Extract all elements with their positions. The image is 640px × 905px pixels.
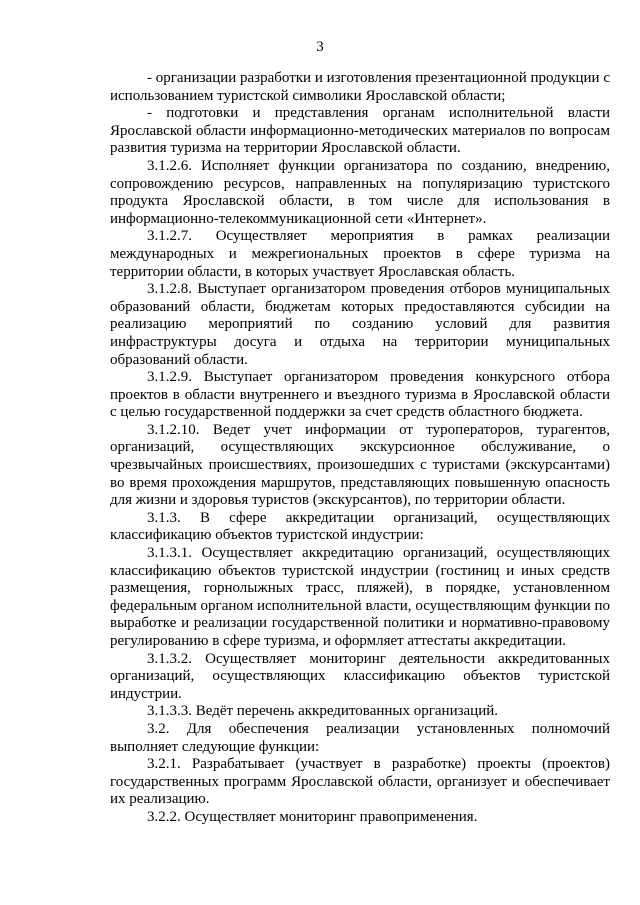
paragraph: 3.1.3.3. Ведёт перечень аккредитованных организаций.	[147, 703, 499, 720]
paragraph: - подготовки и представления органам исполнительной власти Ярославской области информационно-методических материалов по вопросам развития туризма на территории Ярославской области.	[110, 105, 610, 157]
paragraph: 3.2.1. Разрабатывает (участвует в разработке) проекты (проектов) государственных программ Ярославской области, организует и обеспечивает их реализацию.	[110, 756, 610, 808]
paragraph: 3.1.3. В сфере аккредитации организаций, осуществляющих классификацию объектов туристской индустрии:	[110, 509, 610, 544]
paragraph: - организации разработки и изготовления презентационной продукции с использованием туристской символики Ярославской области;	[110, 70, 610, 104]
page-number: 3	[316, 39, 324, 55]
paragraph: 3.1.2.6. Исполняет функции организатора по созданию, внедрению, сопровождению ресурсов, направленных на популяризацию туристского продукта Ярославской области, в том числе для использования в информационно-телекоммуникационной сети «Интернет».	[110, 157, 610, 227]
paragraph: 3.2. Для обеспечения реализации установленных полномочий выполняет следующие функции:	[110, 720, 610, 755]
paragraph: 3.1.2.10. Ведет учет информации от туроператоров, турагентов, организаций, осуществляющих экскурсионное обслуживание, о чрезвычайных происшествиях, произошедших с туристами (экскурсантами) во время прохождения маршрутов, представляющих повышенную опасность для жизни и здоровья туристов (экскурсантов), по территории области.	[110, 421, 610, 509]
paragraph: 3.1.3.2. Осуществляет мониторинг деятельности аккредитованных организаций, осуществляющих классификацию объектов туристской индустрии.	[110, 650, 610, 702]
document-body	[110, 70, 610, 827]
paragraph: 3.1.2.7. Осуществляет мероприятия в рамках реализации международных и межрегиональных проектов в сфере туризма на территории области, в которых участвует Ярославская область.	[110, 228, 610, 280]
paragraph: 3.1.2.9. Выступает организатором проведения конкурсного отбора проектов в области внутреннего и въездного туризма в Ярославской области с целью государственной поддержки за счет средств областного бюджета.	[110, 369, 610, 421]
paragraph: 3.1.2.8. Выступает организатором проведения отборов муниципальных образований области, бюджетам которых предоставляются субсидии на реализацию мероприятий по созданию условий для развития инфраструктуры досуга и отдыха на территории муниципальных образований области.	[110, 281, 610, 368]
paragraph: 3.1.3.1. Осуществляет аккредитацию организаций, осуществляющих классификацию объектов туристской индустрии (гостиниц и иных средств размещения, горнолыжных трасс, пляжей), в порядке, установленном федеральным органом исполнительной власти, осуществляющим функции по выработке и реализации государственной политики и нормативно-правовому регулированию в сфере туризма, и оформляет аттестаты аккредитации.	[110, 545, 610, 649]
paragraph: 3.2.2. Осуществляет мониторинг правоприменения.	[147, 808, 478, 825]
